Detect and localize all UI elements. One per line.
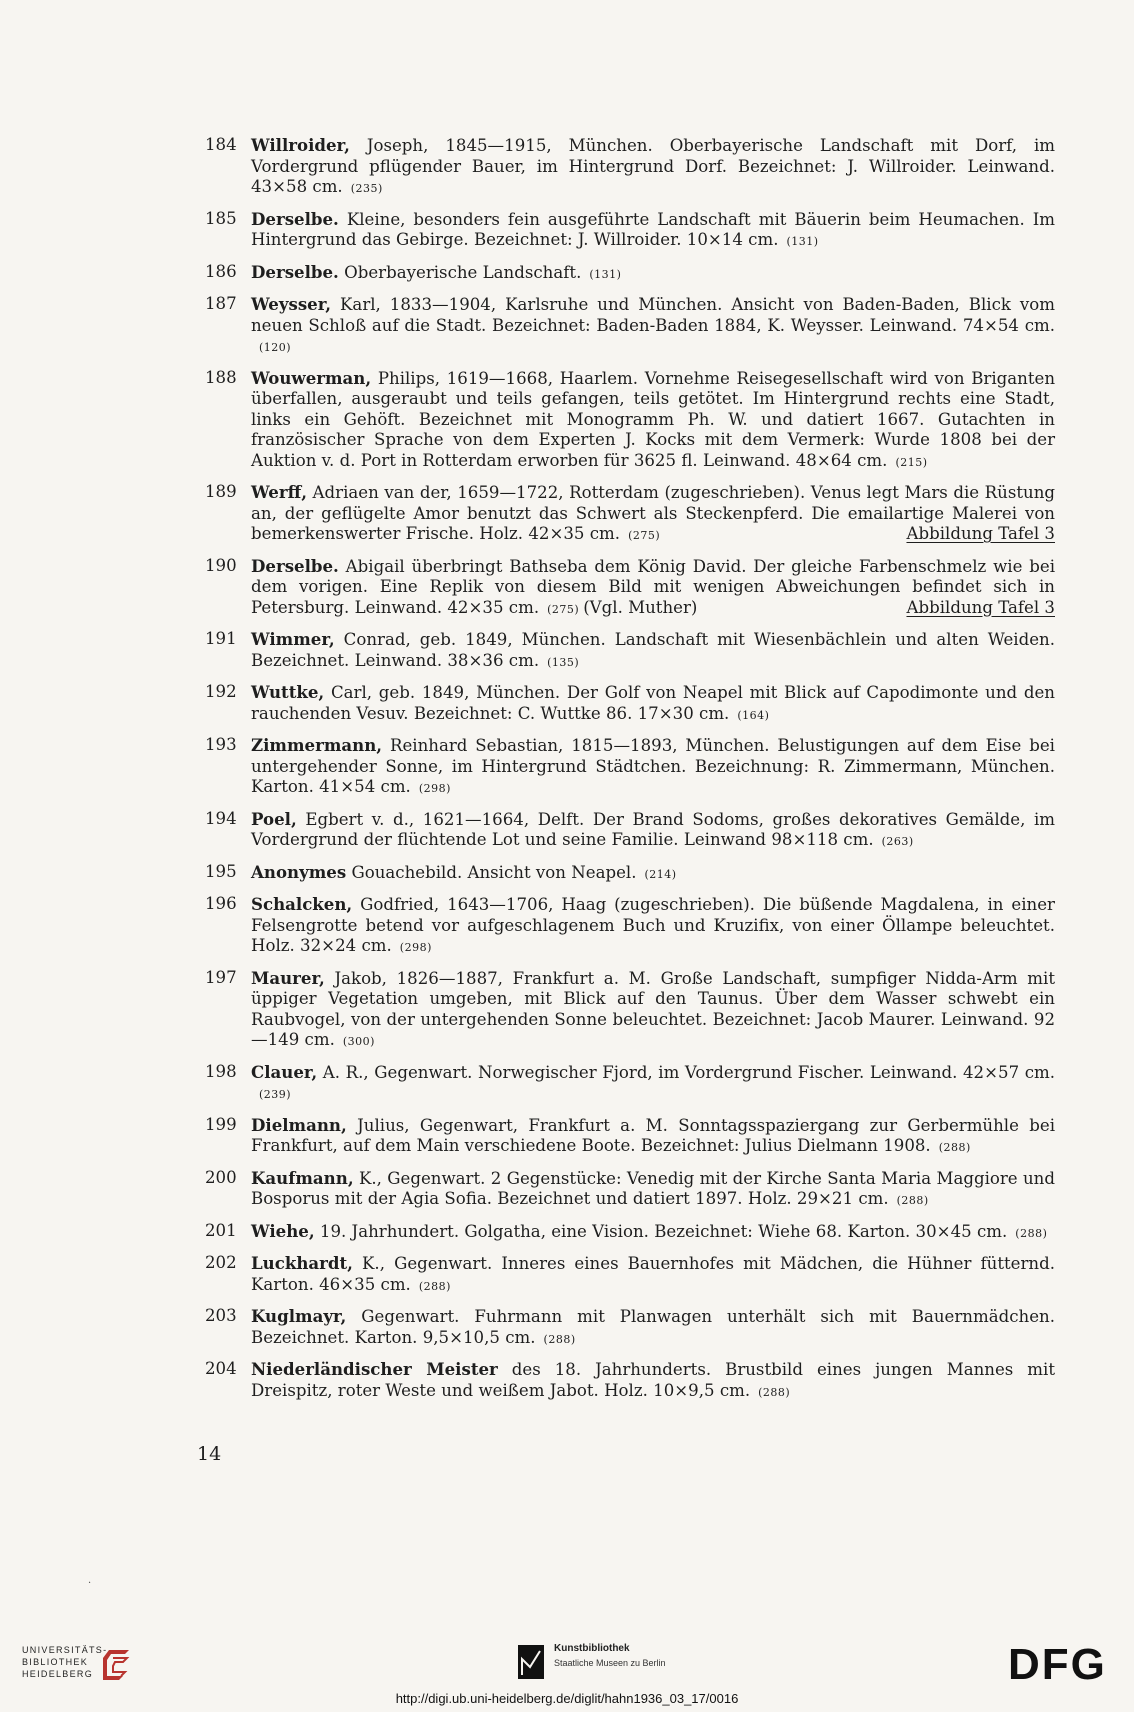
artist-name: Werff, xyxy=(251,482,307,502)
lot-reference: (214) xyxy=(644,867,677,881)
artist-name: Clauer, xyxy=(251,1061,318,1082)
catalog-entry xyxy=(205,482,1055,547)
entry-description: Conrad, geb. 1849, München. Landschaft mit Wiesenbächlein und alten Weiden. Bezeichnet. Leinwand. 38×36 cm. xyxy=(251,630,1056,670)
artist-name: Schalcken, xyxy=(251,894,353,914)
catalog-entry xyxy=(205,1221,1055,1245)
artist-name: Weysser, xyxy=(251,294,332,314)
entry-body xyxy=(251,1253,1055,1297)
entry-body xyxy=(251,1359,1055,1403)
artist-name: Wiehe, xyxy=(251,1220,315,1241)
lot-reference: (275) xyxy=(547,602,580,616)
catalog-entries xyxy=(205,135,1055,1412)
entry-body xyxy=(251,1168,1055,1212)
library-title: Kunstbibliothek xyxy=(554,1643,630,1654)
catalog-entry xyxy=(205,1062,1055,1106)
entry-body xyxy=(251,809,1055,853)
scan-speck: · xyxy=(88,1578,92,1589)
entry-number: 186 xyxy=(205,261,237,281)
entry-body xyxy=(251,209,1055,253)
entry-description: des 18. Jahrhunderts. Brustbild eines jungen Mannes mit Dreispitz, roter Weste und weißem Jabot. Holz. 10×9,5 cm. xyxy=(251,1360,1055,1400)
lot-reference: (235) xyxy=(350,182,383,195)
entry-description: Oberbayerische Landschaft. xyxy=(344,262,582,282)
dfg-logo[interactable]: DFG xyxy=(1008,1640,1107,1689)
artist-name: Niederländischer Meister xyxy=(251,1359,498,1379)
permalink-url[interactable]: http://digi.ub.uni-heidelberg.de/diglit/hahn1936_03_17/0016 xyxy=(395,1691,739,1706)
catalog-entry xyxy=(205,135,1055,200)
entry-body xyxy=(251,968,1055,1053)
lot-reference: (275) xyxy=(628,529,661,542)
artist-name: Zimmermann, xyxy=(251,735,383,755)
artist-name: Kaufmann, xyxy=(251,1167,354,1188)
lot-reference: (131) xyxy=(786,235,819,248)
entry-number: 197 xyxy=(205,967,237,987)
entry-number: 188 xyxy=(205,367,237,387)
artist-name: Wimmer, xyxy=(251,629,335,649)
entry-description: Philips, 1619—1668, Haarlem. Vornehme Reisegesellschaft wird von Briganten überfallen, ausgeraubt und teils gefangen, teils getötet. Im Hintergrund rechts eine Stadt, links ein Gehöft. Bezeichnet mit Monogramm Ph. W. und datiert 1667. Gutachten in französischer Sprache von dem Experten J. Kocks mit dem Vermerk: Wurde 1808 bei der Auktion v. d. Port in Rotterdam erworben für 3625 fl. Leinwand. 48×64 cm. xyxy=(251,368,1056,470)
catalog-entry xyxy=(205,968,1055,1053)
entry-body xyxy=(251,262,1055,286)
university-line-1: UNIVERSITÄTS- xyxy=(22,1645,108,1655)
entry-number: 185 xyxy=(205,208,237,228)
entry-number: 202 xyxy=(205,1253,237,1272)
catalog-entry xyxy=(205,1115,1055,1159)
artist-name: Wuttke, xyxy=(251,682,325,702)
entry-number: 200 xyxy=(205,1167,237,1187)
entry-number: 204 xyxy=(205,1359,237,1378)
lot-reference: (120) xyxy=(259,341,292,354)
artist-name: Dielmann, xyxy=(251,1114,347,1135)
entry-description: 19. Jahrhundert. Golgatha, eine Vision. Bezeichnet: Wiehe 68. Karton. 30×45 cm. xyxy=(319,1221,1008,1241)
lot-reference: (288) xyxy=(418,1279,451,1293)
entry-number: 198 xyxy=(205,1061,237,1081)
catalog-entry xyxy=(205,682,1055,726)
entry-body xyxy=(251,735,1055,800)
library-subtitle: Staatliche Museen zu Berlin xyxy=(554,1658,666,1668)
entry-description: Godfried, 1643—1706, Haag (zugeschrieben). Die büßende Magdalena, in einer Felsengrotte betend vor aufgeschlagenem Buch und Kruzifix, von einer Öllampe beleuchtet. Holz. 32×24 cm. xyxy=(251,895,1055,955)
entry-description: Julius, Gegenwart, Frankfurt a. M. Sonntagsspaziergang zur Gerbermühle bei Frankfurt, auf dem Main verschiedene Boote. Bezeichnet: Julius Dielmann 1908. xyxy=(251,1115,1055,1155)
entry-body xyxy=(251,894,1055,959)
entry-number: 193 xyxy=(205,735,237,754)
entry-description: K., Gegenwart. 2 Gegenstücke: Venedig mit der Kirche Santa Maria Maggiore und Bosporus mit der Agia Sofia. Bezeichnet und datiert 1897. Holz. 29×21 cm. xyxy=(251,1168,1055,1208)
heidelberg-mark-icon xyxy=(95,1646,135,1686)
lot-reference: (288) xyxy=(938,1141,971,1154)
artist-name: Derselbe. xyxy=(251,555,339,576)
catalog-entry xyxy=(205,1168,1055,1212)
entry-description: Karl, 1833—1904, Karlsruhe und München. Ansicht von Baden-Baden, Blick vom neuen Schloß auf die Stadt. Bezeichnet: Baden-Baden 1884, K. Weysser. Leinwand. 74×54 cm. xyxy=(251,295,1055,335)
entry-number: 195 xyxy=(205,861,237,881)
entry-body xyxy=(251,556,1055,621)
entry-number: 196 xyxy=(205,894,237,913)
catalog-entry xyxy=(205,556,1055,621)
artist-name: Poel, xyxy=(251,808,297,829)
entry-number: 190 xyxy=(205,555,237,575)
catalog-entry xyxy=(205,894,1055,959)
lot-reference: (298) xyxy=(418,782,451,795)
catalog-entry xyxy=(205,368,1055,474)
entry-body xyxy=(251,482,1055,547)
entry-description: Carl, geb. 1849, München. Der Golf von Neapel mit Blick auf Capodimonte und den rauchenden Vesuv. Bezeichnet: C. Wuttke 86. 17×30 cm. xyxy=(251,683,1055,723)
plate-reference: Abbildung Tafel 3 xyxy=(906,597,1055,617)
entry-number: 187 xyxy=(205,294,237,313)
artist-name: Kuglmayr, xyxy=(251,1306,347,1326)
entry-body xyxy=(251,294,1055,359)
entry-description: Egbert v. d., 1621—1664, Delft. Der Brand Sodoms, großes dekoratives Gemälde, im Vordergrund der flüchtende Lot und seine Familie. Leinwand 98×118 cm. xyxy=(251,809,1056,849)
lot-reference: (288) xyxy=(543,1332,576,1346)
entry-number: 201 xyxy=(205,1220,237,1240)
lot-reference: (298) xyxy=(399,941,432,954)
lot-reference: (263) xyxy=(881,835,914,848)
kunstbibliothek-mark-icon xyxy=(518,1645,544,1679)
catalog-entry xyxy=(205,1253,1055,1297)
entry-description: Gouachebild. Ansicht von Neapel. xyxy=(351,862,637,882)
entry-note: (Vgl. Muther) xyxy=(583,597,698,617)
entry-number: 189 xyxy=(205,482,237,501)
digitization-footer xyxy=(0,1630,1134,1712)
artist-name: Derselbe. xyxy=(251,208,339,229)
lot-reference: (164) xyxy=(737,708,770,722)
catalog-entry xyxy=(205,1359,1055,1403)
entry-body xyxy=(251,629,1055,673)
artist-name: Willroider, xyxy=(251,135,350,155)
entry-description: Joseph, 1845—1915, München. Oberbayerische Landschaft mit Dorf, im Vordergrund pflügender Bauer, im Hintergrund Dorf. Bezeichnet: J. Willroider. Leinwand. 43×58 cm. xyxy=(251,136,1055,196)
university-line-2: BIBLIOTHEK xyxy=(22,1657,89,1667)
lot-reference: (131) xyxy=(589,267,622,281)
plate-reference: Abbildung Tafel 3 xyxy=(906,524,1055,543)
entry-description: Jakob, 1826—1887, Frankfurt a. M. Große Landschaft, sumpfiger Nidda-Arm mit üppiger Vegetation umgeben, mit Blick auf den Taunus. Über dem Wasser schwebt ein Raubvogel, von der untergehenden Sonne beleuchtet. Bezeichnet: Jacob Maurer. Leinwand. 92—149 cm. xyxy=(251,968,1055,1049)
catalog-entry xyxy=(205,209,1055,253)
catalog-entry xyxy=(205,809,1055,853)
entry-description: Gegenwart. Fuhrmann mit Planwagen unterhält sich mit Bauernmädchen. Bezeichnet. Karton. 9,5×10,5 cm. xyxy=(251,1307,1055,1347)
university-line-3: HEIDELBERG xyxy=(22,1669,94,1679)
entry-number: 191 xyxy=(205,629,237,648)
artist-name: Derselbe. xyxy=(251,261,339,282)
entry-description: Adriaen van der, 1659—1722, Rotterdam (zugeschrieben). Venus legt Mars die Rüstung an, der geflügelte Amor benutzt das Schwert als Steckenpferd. Die emailartige Malerei von bemerkenswerter Frische. Holz. 42×35 cm. xyxy=(251,483,1056,543)
artist-name: Maurer, xyxy=(251,967,325,988)
catalog-entry xyxy=(205,735,1055,800)
catalog-entry xyxy=(205,862,1055,886)
lot-reference: (135) xyxy=(547,655,580,669)
entry-body xyxy=(251,682,1055,726)
catalog-entry xyxy=(205,294,1055,359)
catalog-entry xyxy=(205,1306,1055,1350)
entry-description: Kleine, besonders fein ausgeführte Landschaft mit Bäuerin beim Heumachen. Im Hintergrund das Gebirge. Bezeichnet: J. Willroider. 10×14 cm. xyxy=(251,209,1055,249)
entry-number: 192 xyxy=(205,682,237,701)
page-number: 14 xyxy=(197,1443,222,1465)
entry-description: A. R., Gegenwart. Norwegischer Fjord, im Vordergrund Fischer. Leinwand. 42×57 cm. xyxy=(322,1062,1056,1082)
entry-body xyxy=(251,1221,1055,1245)
entry-body xyxy=(251,862,1055,886)
artist-name: Anonymes xyxy=(251,861,347,882)
entry-body xyxy=(251,1062,1055,1106)
lot-reference: (288) xyxy=(758,1385,791,1399)
entry-number: 194 xyxy=(205,808,237,828)
artist-name: Luckhardt, xyxy=(251,1253,353,1273)
artist-name: Wouwerman, xyxy=(251,367,372,388)
catalog-entry xyxy=(205,262,1055,286)
entry-number: 184 xyxy=(205,135,237,154)
catalog-entry xyxy=(205,629,1055,673)
entry-body xyxy=(251,368,1055,474)
entry-body xyxy=(251,1115,1055,1159)
entry-description: Reinhard Sebastian, 1815—1893, München. Belustigungen auf dem Eise bei untergehender Sonne, im Hintergrund Städtchen. Bezeichnung: R. Zimmermann, München. Karton. 41×54 cm. xyxy=(251,736,1055,796)
lot-reference: (239) xyxy=(259,1088,292,1101)
entry-body xyxy=(251,135,1055,200)
lot-reference: (300) xyxy=(342,1035,375,1048)
lot-reference: (215) xyxy=(895,455,928,469)
entry-number: 203 xyxy=(205,1306,237,1325)
entry-body xyxy=(251,1306,1055,1350)
lot-reference: (288) xyxy=(1015,1226,1048,1240)
entry-description: Abigail überbringt Bathseba dem König David. Der gleiche Farbenschmelz wie bei dem vorigen. Eine Replik von diesem Bild mit wenigen Abweichungen befindet sich in Petersburg. Leinwand. 42×35 cm. xyxy=(251,556,1056,617)
entry-description: K., Gegenwart. Inneres eines Bauernhofes mit Mädchen, die Hühner fütternd. Karton. 46×35 cm. xyxy=(251,1254,1055,1294)
lot-reference: (288) xyxy=(896,1194,929,1207)
entry-number: 199 xyxy=(205,1114,237,1134)
